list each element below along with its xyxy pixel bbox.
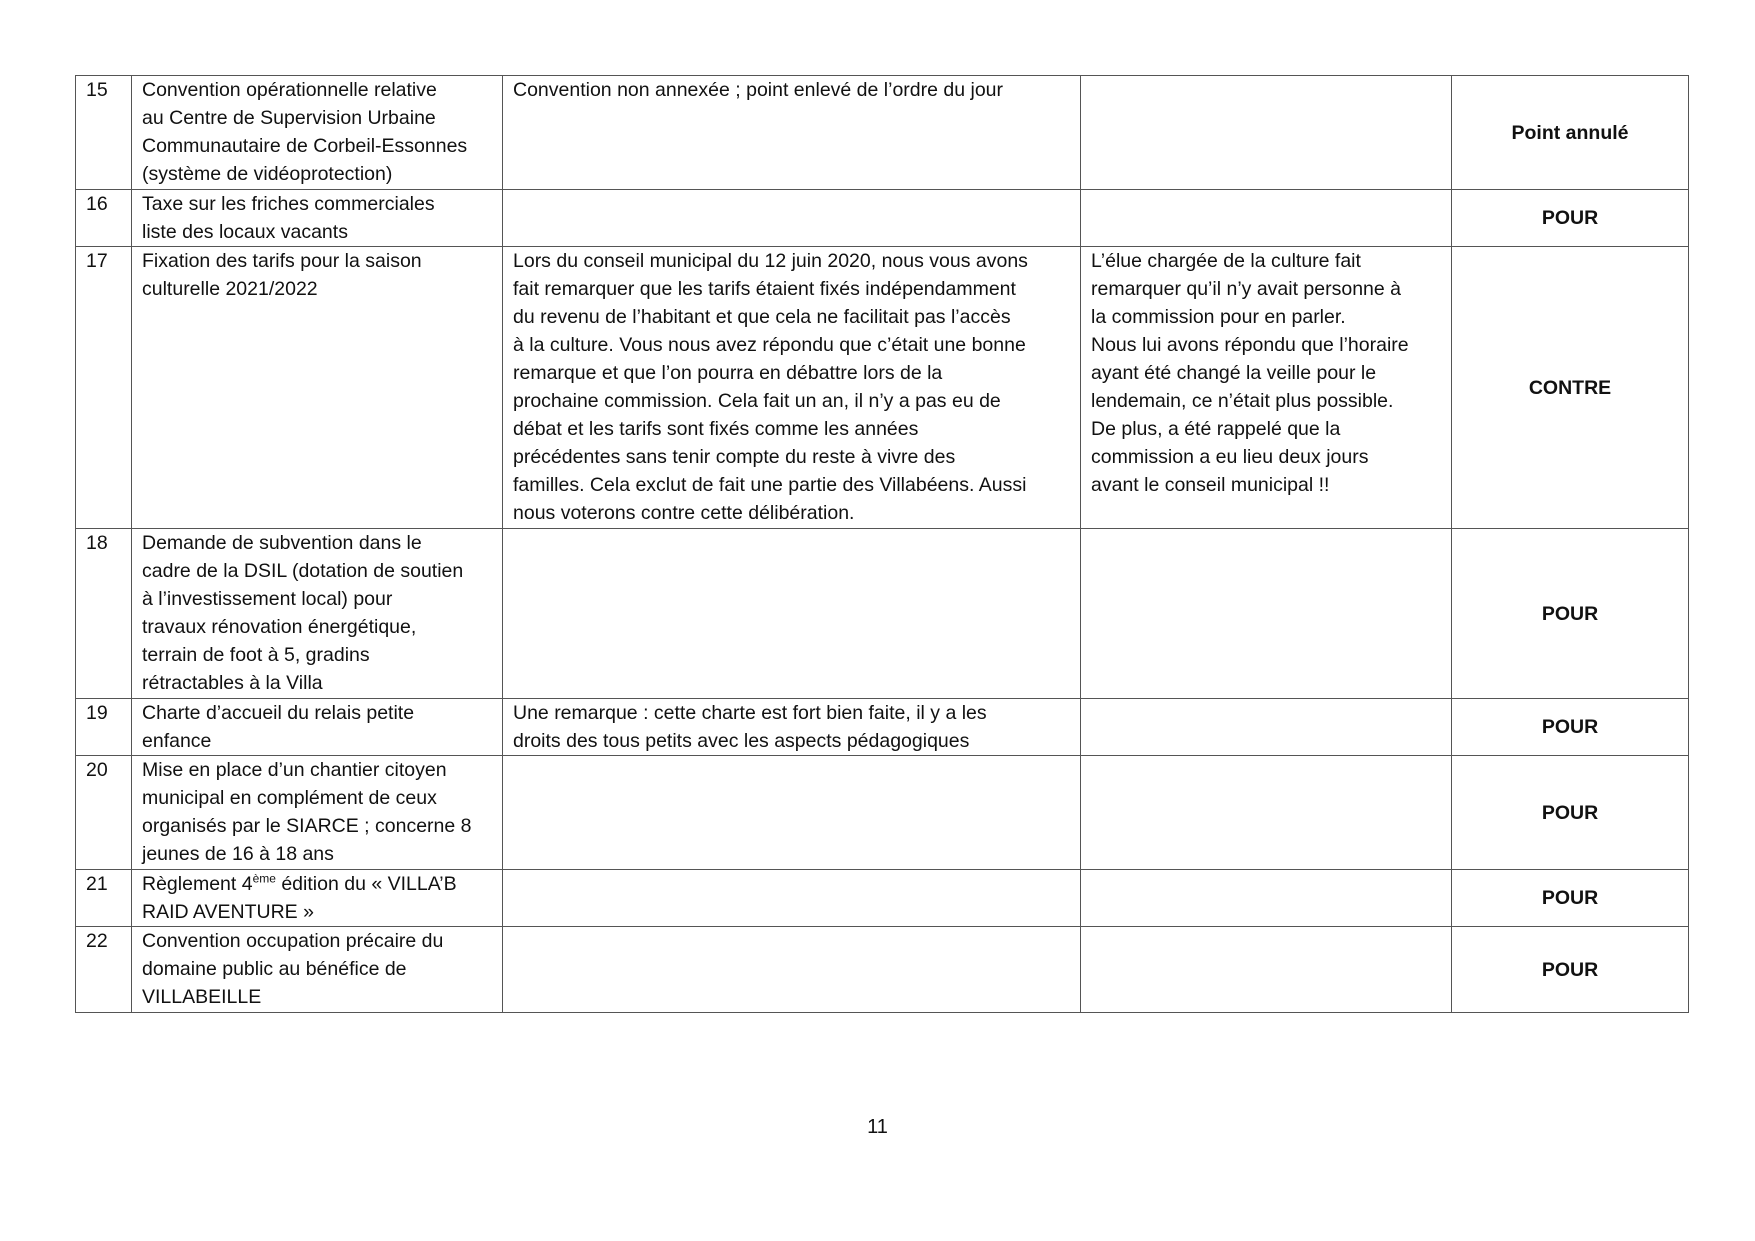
table-row	[76, 529, 1689, 699]
item-remark: Convention non annexée ; point enlevé de l’ordre du jour	[503, 76, 1081, 190]
table-row	[76, 247, 1689, 529]
item-vote	[1452, 870, 1689, 927]
vote-label: Point annulé	[1511, 121, 1629, 144]
item-answer	[1081, 190, 1452, 247]
item-subject	[132, 870, 503, 927]
item-answer: L’élue chargée de la culture fait remarquer qu’il n’y avait personne à la commission pour en parler. Nous lui avons répondu que l’horaire ayant été changé la veille pour le lendemain, ce n’était plus possible. De plus, a été rappelé que la commission a eu lieu deux jours avant le conseil municipal !!	[1081, 247, 1452, 529]
vote-label: POUR	[1541, 207, 1599, 229]
item-subject: Fixation des tarifs pour la saison culturelle 2021/2022	[132, 247, 503, 529]
item-answer	[1081, 927, 1452, 1013]
vote-label: POUR	[1541, 602, 1599, 625]
item-subject: Taxe sur les friches commerciales liste des locaux vacants	[132, 190, 503, 247]
page-number: 11	[867, 1116, 888, 1138]
table-row	[76, 76, 1689, 190]
item-number: 17	[76, 247, 132, 529]
vote-label: POUR	[1541, 887, 1599, 909]
item-vote	[1452, 529, 1689, 699]
table-row	[76, 699, 1689, 756]
ordinal-superscript: ème	[252, 871, 276, 886]
item-remark: Une remarque : cette charte est fort bien faite, il y a les droits des tous petits avec les aspects pédagogiques	[503, 699, 1081, 756]
item-vote	[1452, 927, 1689, 1013]
item-answer	[1081, 699, 1452, 756]
item-number: 18	[76, 529, 132, 699]
item-remark	[503, 190, 1081, 247]
vote-label: CONTRE	[1528, 376, 1612, 399]
item-number: 20	[76, 756, 132, 870]
item-subject: Charte d’accueil du relais petite enfance	[132, 699, 503, 756]
vote-label: POUR	[1541, 958, 1599, 981]
item-subject: Convention occupation précaire du domaine public au bénéfice de VILLABEILLE	[132, 927, 503, 1013]
item-remark	[503, 870, 1081, 927]
item-vote	[1452, 190, 1689, 247]
item-answer	[1081, 529, 1452, 699]
table-row	[76, 870, 1689, 927]
item-remark	[503, 756, 1081, 870]
subject-text-start: Règlement 4	[142, 873, 253, 895]
item-vote	[1452, 756, 1689, 870]
item-number: 16	[76, 190, 132, 247]
item-number: 21	[76, 870, 132, 927]
item-answer	[1081, 870, 1452, 927]
vote-label: POUR	[1541, 801, 1599, 824]
item-subject: Demande de subvention dans le cadre de la DSIL (dotation de soutien à l’investissement local) pour travaux rénovation énergétique, terrain de foot à 5, gradins rétractables à la Villa	[132, 529, 503, 699]
subject-text-end: édition du « VILLA’B RAID AVENTURE »	[142, 873, 457, 923]
item-remark	[503, 927, 1081, 1013]
table-row	[76, 927, 1689, 1013]
table-row	[76, 756, 1689, 870]
item-remark: Lors du conseil municipal du 12 juin 2020, nous vous avons fait remarquer que les tarifs étaient fixés indépendamment du revenu de l’habitant et que cela ne facilitait pas l’accès à la culture. Vous nous avez répondu que c’était une bonne remarque et que l’on pourra en débattre lors de la prochaine commission. Cela fait un an, il n’y a pas eu de débat et les tarifs sont fixés comme les années précédentes sans tenir compte du reste à vivre des familles. Cela exclut de fait une partie des Villabéens. Aussi nous voterons contre cette délibération.	[503, 247, 1081, 529]
vote-label: POUR	[1541, 716, 1599, 738]
item-answer	[1081, 76, 1452, 190]
item-answer	[1081, 756, 1452, 870]
item-vote	[1452, 76, 1689, 190]
council-minutes-table	[75, 75, 1689, 1013]
item-number: 19	[76, 699, 132, 756]
item-number: 22	[76, 927, 132, 1013]
item-number: 15	[76, 76, 132, 190]
item-vote	[1452, 699, 1689, 756]
item-subject: Mise en place d’un chantier citoyen municipal en complément de ceux organisés par le SIARCE ; concerne 8 jeunes de 16 à 18 ans	[132, 756, 503, 870]
table-row	[76, 190, 1689, 247]
item-vote	[1452, 247, 1689, 529]
item-remark	[503, 529, 1081, 699]
item-subject: Convention opérationnelle relative au Centre de Supervision Urbaine Communautaire de Corbeil-Essonnes (système de vidéoprotection)	[132, 76, 503, 190]
